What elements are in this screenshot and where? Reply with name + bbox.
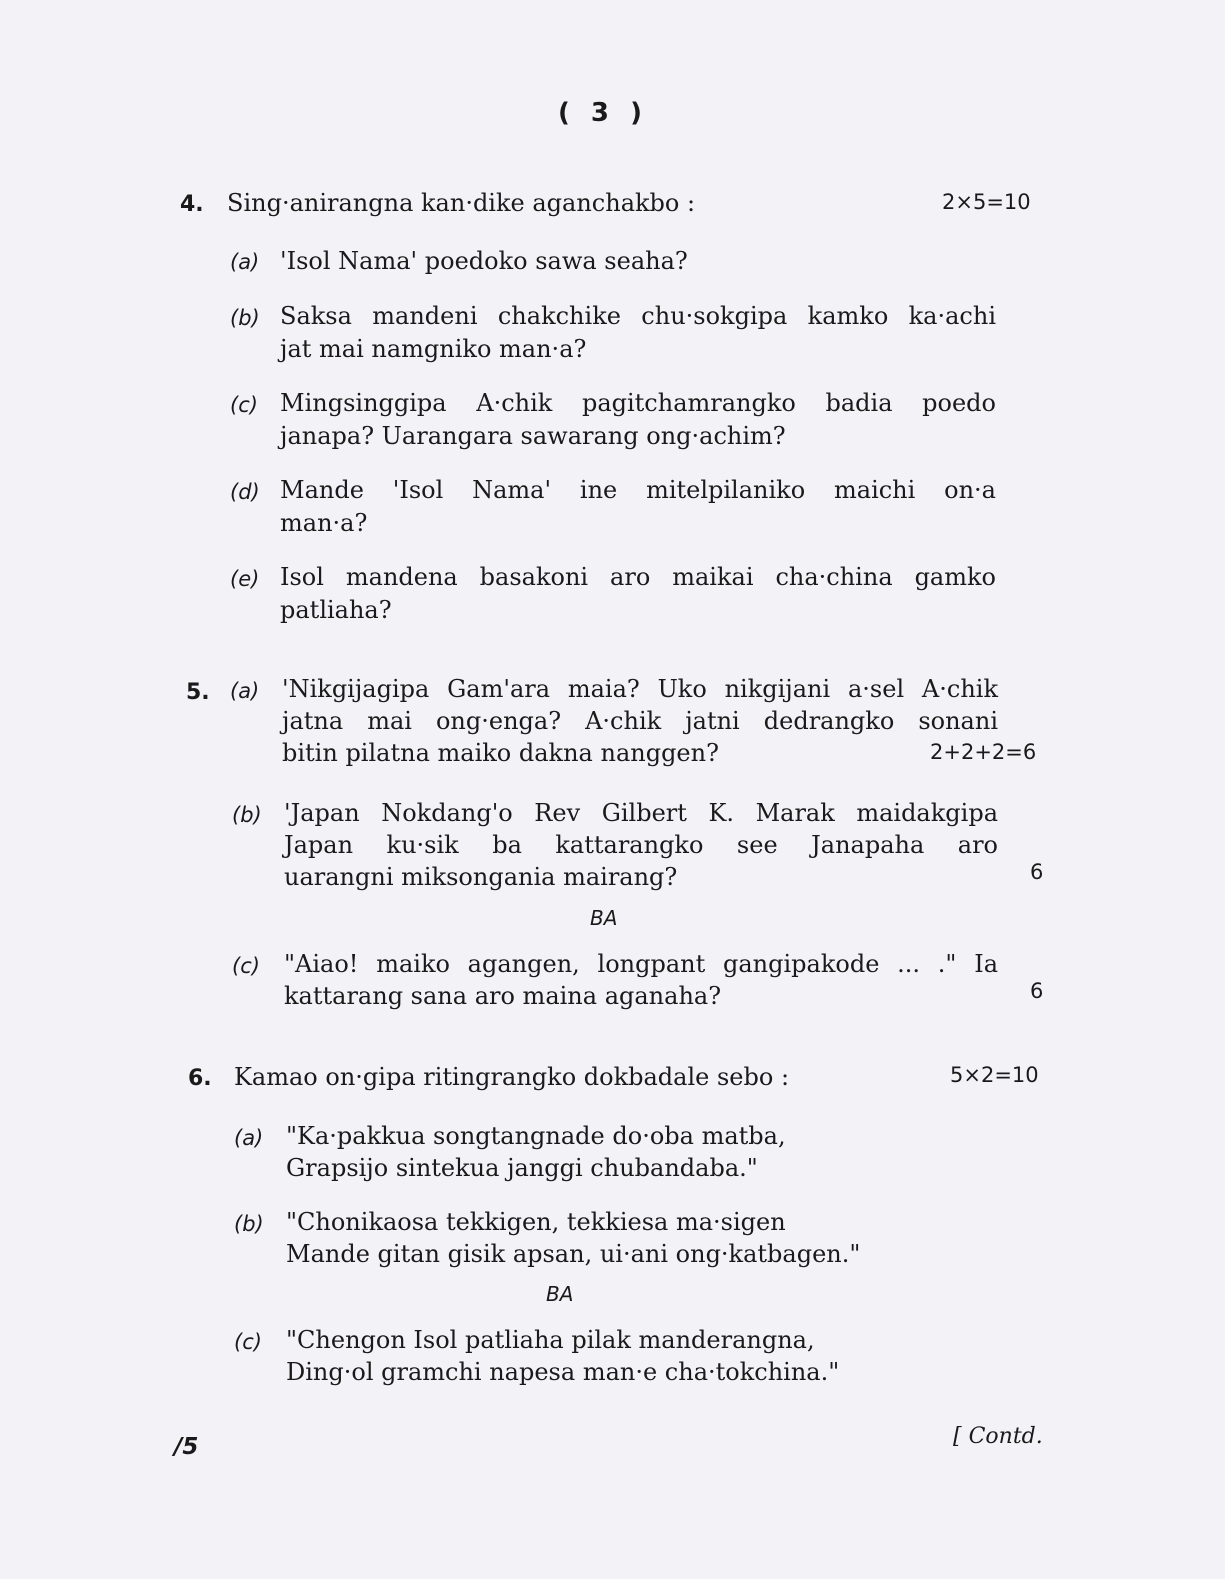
q6a-line-2: Grapsijo sintekua janggi chubandaba." [286,1154,758,1182]
q6c-line-2: Ding·ol gramchi napesa man·e cha·tokchina." [286,1358,840,1386]
q4d-line-2: man·a? [280,509,368,537]
q6a-label: (a) [234,1126,264,1150]
q6b-line-2: Mande gitan gisik apsan, ui·ani ong·katbagen." [286,1240,861,1268]
page-number: ( 3 ) [558,98,648,128]
q4e-line-2: patliaha? [280,596,392,624]
continued-note: [ Contd. [953,1424,1043,1449]
q4-prompt: Sing·anirangna kan·dike aganchakbo : [227,189,696,217]
q5a-line-3: bitin pilatna maiko dakna nanggen? [282,739,719,767]
q6-or: BA [546,1282,574,1306]
q6c-label: (c) [234,1330,262,1354]
q6-number: 6. [188,1066,212,1091]
q4e-label: (e) [230,567,260,591]
q4-number: 4. [180,192,204,217]
q6-marks: 5×2=10 [950,1063,1039,1087]
q4b-line-2: jat mai namgniko man·a? [280,335,587,363]
q4a-line-1: 'Isol Nama' poedoko sawa seaha? [280,247,688,275]
q4b-line-1: Saksa mandeni chakchike chu·sokgipa kamko ka·achi [280,302,996,330]
q4c-line-1: Mingsinggipa A·chik pagitchamrangko badia poedo [280,389,996,417]
q5c-line-2: kattarang sana aro maina aganaha? [284,982,722,1010]
q4c-label: (c) [230,393,258,417]
q4-marks: 2×5=10 [942,190,1031,214]
paper-code: /5 [174,1434,199,1460]
q5a-line-2: jatna mai ong·enga? A·chik jatni dedrangko sonani [282,707,998,735]
q5-or: BA [590,906,618,930]
q5c-label: (c) [232,954,260,978]
q5b-line-2: Japan ku·sik ba kattarangko see Janapaha aro [284,831,998,859]
q4e-line-1: Isol mandena basakoni aro maikai cha·china gamko [280,563,996,591]
q4c-line-2: janapa? Uarangara sawarang ong·achim? [280,422,786,450]
q6c-line-1: "Chengon Isol patliaha pilak manderangna, [286,1326,815,1354]
q5a-marks: 2+2+2=6 [930,740,1037,764]
q5a-line-1: 'Nikgijagipa Gam'ara maia? Uko nikgijani a·sel A·chik [282,675,998,703]
q5b-marks: 6 [1030,860,1044,884]
q5b-label: (b) [232,803,262,827]
q5b-line-3: uarangni miksongania mairang? [284,863,678,891]
q5-number: 5. [186,680,210,705]
q5a-label: (a) [230,679,260,703]
q6b-line-1: "Chonikaosa tekkigen, tekkiesa ma·sigen [286,1208,786,1236]
q6a-line-1: "Ka·pakkua songtangnade do·oba matba, [286,1122,786,1150]
q6-prompt: Kamao on·gipa ritingrangko dokbadale sebo : [234,1063,790,1091]
q4d-label: (d) [230,480,260,504]
q6b-label: (b) [234,1212,264,1236]
q5b-line-1: 'Japan Nokdang'o Rev Gilbert K. Marak maidakgipa [284,799,998,827]
q4a-label: (a) [230,250,260,274]
q4b-label: (b) [230,306,260,330]
q4d-line-1: Mande 'Isol Nama' ine mitelpilaniko maichi on·a [280,476,996,504]
q5c-line-1: "Aiao! maiko agangen, longpant gangipakode ... ." Ia [284,950,998,978]
q5c-marks: 6 [1030,979,1044,1003]
